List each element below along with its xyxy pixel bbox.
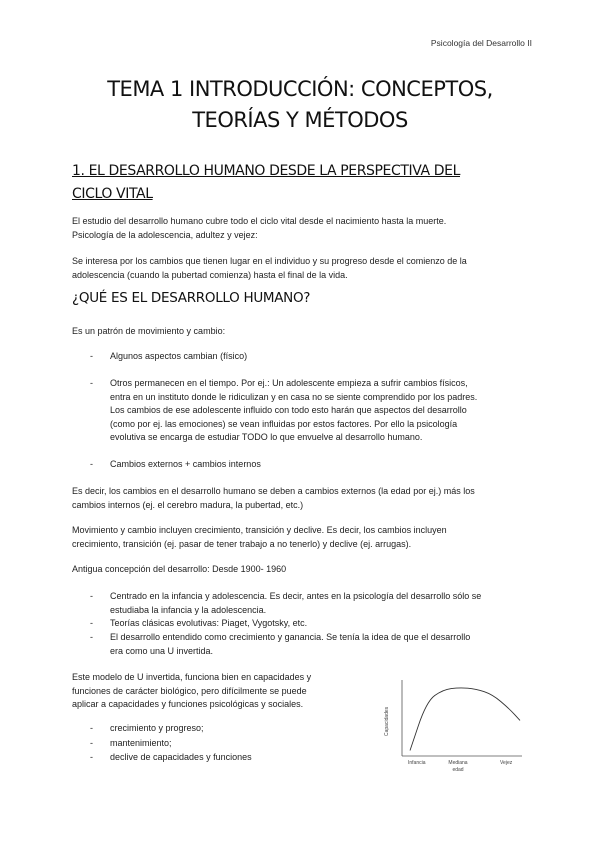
series-line bbox=[410, 688, 520, 751]
list-item-text: Algunos aspectos cambian (físico) bbox=[110, 351, 248, 361]
section-1-heading bbox=[72, 160, 542, 206]
x-tick-label-2: edad bbox=[452, 767, 464, 773]
y-axis-label: Capacidades bbox=[384, 706, 390, 736]
list-item-text: Otros permanecen en el tiempo. Por ej.: Un adolescente empieza a sufrir cambios físicos, bbox=[110, 378, 468, 388]
paragraph-line: Es un patrón de movimiento y cambio: bbox=[72, 326, 226, 336]
x-tick-label: Infancia bbox=[408, 760, 426, 766]
list-item-text: (como por ej. las emociones) se vean influidas por estos factores. Por ello la psicología bbox=[110, 418, 458, 429]
list-dash: - bbox=[90, 738, 93, 748]
x-tick-label: Vejez bbox=[500, 760, 513, 766]
list-item-text: crecimiento y progreso; bbox=[110, 723, 204, 733]
list-dash: - bbox=[90, 723, 93, 733]
x-tick-label: Mediana bbox=[448, 760, 468, 766]
paragraph-5 bbox=[72, 671, 362, 712]
paragraph-2 bbox=[72, 255, 532, 282]
paragraph-line: funciones de carácter biológico, pero difícilmente se puede bbox=[72, 685, 307, 696]
paragraph-line: crecimiento, transición (ej. pasar de tener trabajo a no tenerlo) y declive (ej. arrugas). bbox=[72, 538, 412, 549]
paragraph-line: adolescencia (cuando la pubertad comienza) hasta el final de la vida. bbox=[72, 269, 348, 280]
paragraph-line: Psicología de la adolescencia, adultez y vejez: bbox=[72, 229, 258, 240]
paragraph-line: Antigua concepción del desarrollo: Desde 1900- 1960 bbox=[72, 564, 287, 574]
list-item-text: entra en un instituto donde le ridiculizan y en casa no se siente comprendido por los padres. bbox=[110, 391, 478, 402]
list-dash: - bbox=[90, 351, 93, 361]
list-item-text: evolutiva se encarga de estudiar TODO lo que envuelve al desarrollo humano. bbox=[110, 432, 423, 442]
list-dash: - bbox=[90, 378, 93, 388]
running-header: Psicología del Desarrollo II bbox=[430, 38, 532, 48]
list-item-text: Centrado en la infancia y adolescencia. Es decir, antes en la psicología del desarrollo sólo se bbox=[110, 591, 482, 601]
list-item-text: El desarrollo entendido como crecimiento y ganancia. Se tenía la idea de que el desarrollo bbox=[110, 632, 471, 642]
inverted-u-chart bbox=[372, 672, 532, 782]
list-dash: - bbox=[90, 618, 93, 628]
paragraph-1 bbox=[72, 215, 532, 242]
section-1-heading-line-2: CICLO VITAL bbox=[72, 186, 153, 202]
paragraph-line: Movimiento y cambio incluyen crecimiento, transición y declive. Es decir, los cambios incluyen bbox=[72, 525, 447, 535]
list-item-text: Los cambios de ese adolescente influido con todo esto harán que aspectos del desarrollo bbox=[110, 405, 467, 415]
list-dash: - bbox=[90, 752, 93, 762]
list-item-text: mantenimiento; bbox=[110, 738, 172, 748]
list-dash: - bbox=[90, 591, 93, 601]
paragraph-line: Es decir, los cambios en el desarrollo humano se deben a cambios externos (la edad por ej.) más los bbox=[72, 486, 475, 496]
list-item-text: estudiaba la infancia y la adolescencia. bbox=[110, 604, 267, 615]
page-title-line-1: TEMA 1 INTRODUCCIÓN: CONCEPTOS, bbox=[107, 77, 493, 101]
paragraph-line: Este modelo de U invertida, funciona bien en capacidades y bbox=[72, 672, 312, 682]
list-dash: - bbox=[90, 459, 93, 469]
paragraph-line: cambios internos (ej. el cerebro madura, la pubertad, etc.) bbox=[72, 499, 304, 510]
section-2-heading: ¿QUÉ ES EL DESARROLLO HUMANO? bbox=[72, 290, 311, 306]
list-item-text: Cambios externos + cambios internos bbox=[110, 459, 261, 469]
antigua-concepcion bbox=[72, 563, 532, 577]
list-item-text: era como una U invertida. bbox=[110, 645, 214, 656]
paragraph-line: aplicar a capacidades y funciones psicológicas y sociales. bbox=[72, 699, 304, 709]
page-title bbox=[60, 74, 540, 136]
paragraph-line: El estudio del desarrollo humano cubre todo el ciclo vital desde el nacimiento hasta la muerte. bbox=[72, 216, 447, 226]
paragraph-3 bbox=[72, 485, 532, 512]
paragraph-intro bbox=[72, 325, 532, 339]
paragraph-line: Se interesa por los cambios que tienen lugar en el individuo y su progreso desde el comienzo de la bbox=[72, 256, 467, 266]
list-item-text: declive de capacidades y funciones bbox=[110, 752, 252, 762]
page-title-line-2: TEORÍAS Y MÉTODOS bbox=[192, 108, 408, 132]
list-dash: - bbox=[90, 632, 93, 642]
section-1-heading-line-1: 1. EL DESARROLLO HUMANO DESDE LA PERSPECTIVA DEL bbox=[72, 163, 460, 179]
list-item-text: Teorías clásicas evolutivas: Piaget, Vygotsky, etc. bbox=[110, 618, 308, 628]
paragraph-4 bbox=[72, 524, 532, 551]
